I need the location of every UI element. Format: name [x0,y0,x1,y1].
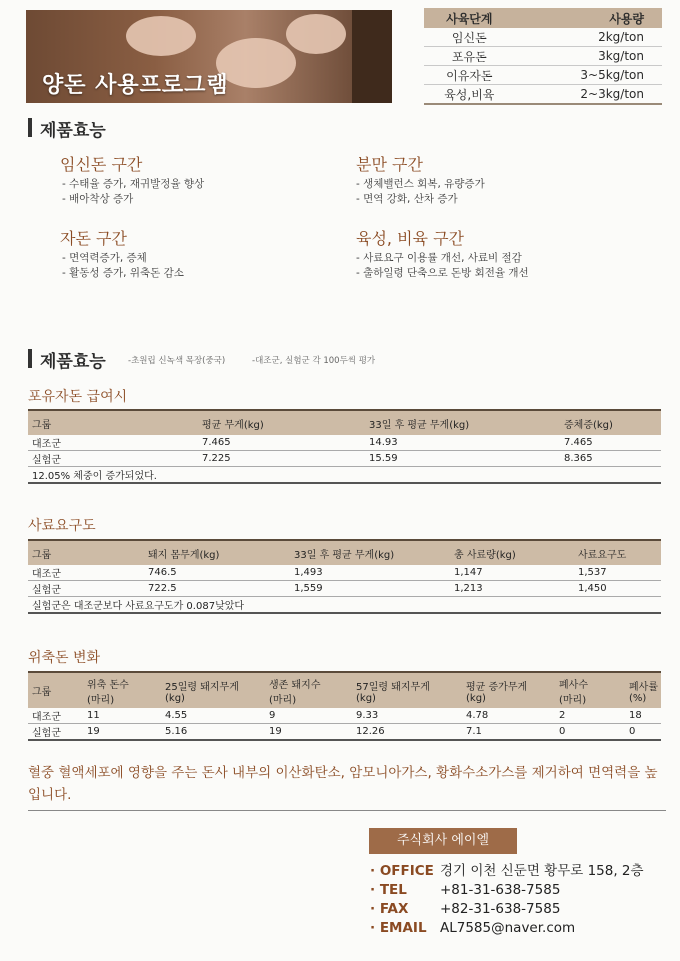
bottom-message: 혈중 혈액세포에 영향을 주는 돈사 내부의 이산화탄소, 암모니아가스, 황화수소가스를 제거하여 면역력을 높입니다. [28,765,658,803]
divider [28,810,666,811]
block-list [62,251,184,281]
table-header [352,672,462,708]
table-row [424,85,662,105]
usage-header-stage: 사육단계 [424,8,515,28]
table-title: 사료요구도 [28,518,96,534]
header-line: 위축 돈수 [87,679,129,691]
table-cell: 9.33 [352,708,462,724]
table-header: 그룹 [28,410,198,435]
table-row [424,47,662,66]
table-cell: 실험군 [28,451,198,467]
company-name: 주식회사 에이엘 [369,828,517,854]
table-cell: 1,537 [574,565,661,581]
table-row [424,28,662,47]
table-cell: 7.1 [462,724,555,741]
list-item: - 면역 강화, 산차 증가 [356,193,458,205]
table-title: 포유자돈 급여시 [28,389,128,405]
table-cell: 8.365 [560,451,661,467]
contact-value: +81-31-638-7585 [440,882,561,898]
usage-stage: 이유자돈 [424,66,515,85]
table-cell: 19 [265,724,352,741]
usage-stage: 육성,비육 [424,85,515,105]
contact-value: +82-31-638-7585 [440,901,561,917]
table-cell: 15.59 [365,451,560,467]
results-note: -초원립 신녹색 목장(중국) [128,356,226,366]
table-cell: 18 [625,708,661,724]
header-line: 그룹 [32,687,52,698]
header-unit: (마리) [269,694,297,706]
table-row [424,66,662,85]
table-summary: 실험군은 대조군보다 사료요구도가 0.087낮았다 [28,597,661,614]
table-cell: 722.5 [144,581,290,597]
table-summary: 12.05% 체중이 증가되었다. [28,467,661,484]
list-item: - 출하일령 단축으로 돈방 회전율 개선 [356,267,529,279]
table-cell: 대조군 [28,435,198,451]
table-header [625,672,661,708]
feed-conversion-table [28,539,661,614]
header-unit: (kg) [466,692,486,704]
table-cell: 9 [265,708,352,724]
table-cell: 1,213 [450,581,574,597]
table-header: 총 사료량(kg) [450,540,574,565]
table-header [83,672,161,708]
table-row [28,724,661,741]
pig-photo-shape [126,16,196,56]
table-cell: 746.5 [144,565,290,581]
contact-label: · OFFICE [370,863,434,879]
usage-header-amount: 사용량 [515,8,662,28]
table-header [161,672,265,708]
list-item: - 사료요구 이용률 개선, 사료비 절감 [356,252,522,264]
table-header: 33일 후 평균 무게(kg) [290,540,450,565]
table-cell: 2 [555,708,625,724]
effects-heading: 제품효능 [40,121,106,141]
table-cell: 0 [625,724,661,741]
header-line: 25일령 돼지무게 [165,681,239,693]
contact-value: AL7585@naver.com [440,920,576,936]
results-heading: 제품효능 [40,352,106,372]
table-cell: 실험군 [28,581,144,597]
contact-label: · TEL [370,882,407,898]
table-cell: 12.26 [352,724,462,741]
table-header [28,672,83,708]
usage-stage: 임신돈 [424,28,515,47]
table-row [28,435,661,451]
list-item: - 면역력증가, 증체 [62,252,147,264]
table-summary-row [28,597,661,614]
table-header: 사료요구도 [574,540,661,565]
header-line: 폐사률 [629,681,658,693]
hero-banner [26,10,392,103]
header-unit: (마리) [87,694,115,706]
usage-amount: 2~3kg/ton [515,85,662,105]
header-line: 57일령 돼지무게 [356,681,430,693]
table-cell: 대조군 [28,708,83,724]
pig-photo-shape [286,14,346,54]
table-header: 증체증(kg) [560,410,661,435]
contact-fax [370,900,560,918]
contact-email [370,919,575,937]
table-header: 평균 무게(kg) [198,410,365,435]
block-list [62,177,204,207]
header-unit: (kg) [165,692,185,704]
table-cell: 11 [83,708,161,724]
header-unit: (kg) [356,692,376,704]
runt-pig-table [28,671,661,741]
table-header: 그룹 [28,540,144,565]
contact-tel [370,881,560,899]
table-cell: 실험군 [28,724,83,741]
table-header [265,672,352,708]
list-item: - 생체밸런스 회복, 유량증가 [356,178,485,190]
list-item: - 활동성 증가, 위축돈 감소 [62,267,184,279]
section-bar [28,118,32,137]
barn-wall [352,10,392,103]
table-title: 위축돈 변화 [28,650,101,666]
table-cell: 1,493 [290,565,450,581]
table-header [555,672,625,708]
list-item: - 수태율 증가, 재귀발정율 향상 [62,178,205,190]
table-cell: 5.16 [161,724,265,741]
table-cell: 7.225 [198,451,365,467]
results-note: -대조군, 실험군 각 100두씩 평가 [252,356,376,366]
table-cell: 4.78 [462,708,555,724]
usage-table [424,8,662,105]
block-list [356,177,485,207]
table-row [28,708,661,724]
table-cell: 4.55 [161,708,265,724]
table-cell: 7.465 [560,435,661,451]
table-cell: 0 [555,724,625,741]
block-title: 분만 구간 [356,155,423,174]
table-summary-row [28,467,661,484]
header-unit: (%) [629,692,647,704]
table-header [462,672,555,708]
table-cell: 14.93 [365,435,560,451]
table-cell: 1,559 [290,581,450,597]
banner-title: 양돈 사용프로그램 [42,73,229,98]
contact-label: · EMAIL [370,920,427,936]
header-line: 생존 돼지수 [269,679,321,691]
contact-label: · FAX [370,901,409,917]
usage-stage: 포유돈 [424,47,515,66]
table-cell: 1,450 [574,581,661,597]
header-line: 폐사수 [559,679,588,691]
table-header: 33일 후 평균 무게(kg) [365,410,560,435]
usage-amount: 3~5kg/ton [515,66,662,85]
table-header: 돼지 몸무게(kg) [144,540,290,565]
header-unit: (마리) [559,694,587,706]
list-item: - 배아착상 증가 [62,193,134,205]
header-line: 평균 증가무게 [466,681,528,693]
contact-value: 경기 이천 신둔면 황무로 158, 2층 [440,863,644,879]
table-cell: 대조군 [28,565,144,581]
table-cell: 1,147 [450,565,574,581]
table-cell: 7.465 [198,435,365,451]
table-row [28,581,661,597]
contact-office [370,862,644,880]
block-title: 육성, 비육 구간 [356,229,464,248]
block-list [356,251,529,281]
block-title: 자돈 구간 [60,229,127,248]
usage-amount: 2kg/ton [515,28,662,47]
section-bar [28,349,32,368]
table-cell: 19 [83,724,161,741]
table-row [28,451,661,467]
weight-gain-table [28,409,661,484]
usage-amount: 3kg/ton [515,47,662,66]
table-row [28,565,661,581]
block-title: 임신돈 구간 [60,155,143,174]
